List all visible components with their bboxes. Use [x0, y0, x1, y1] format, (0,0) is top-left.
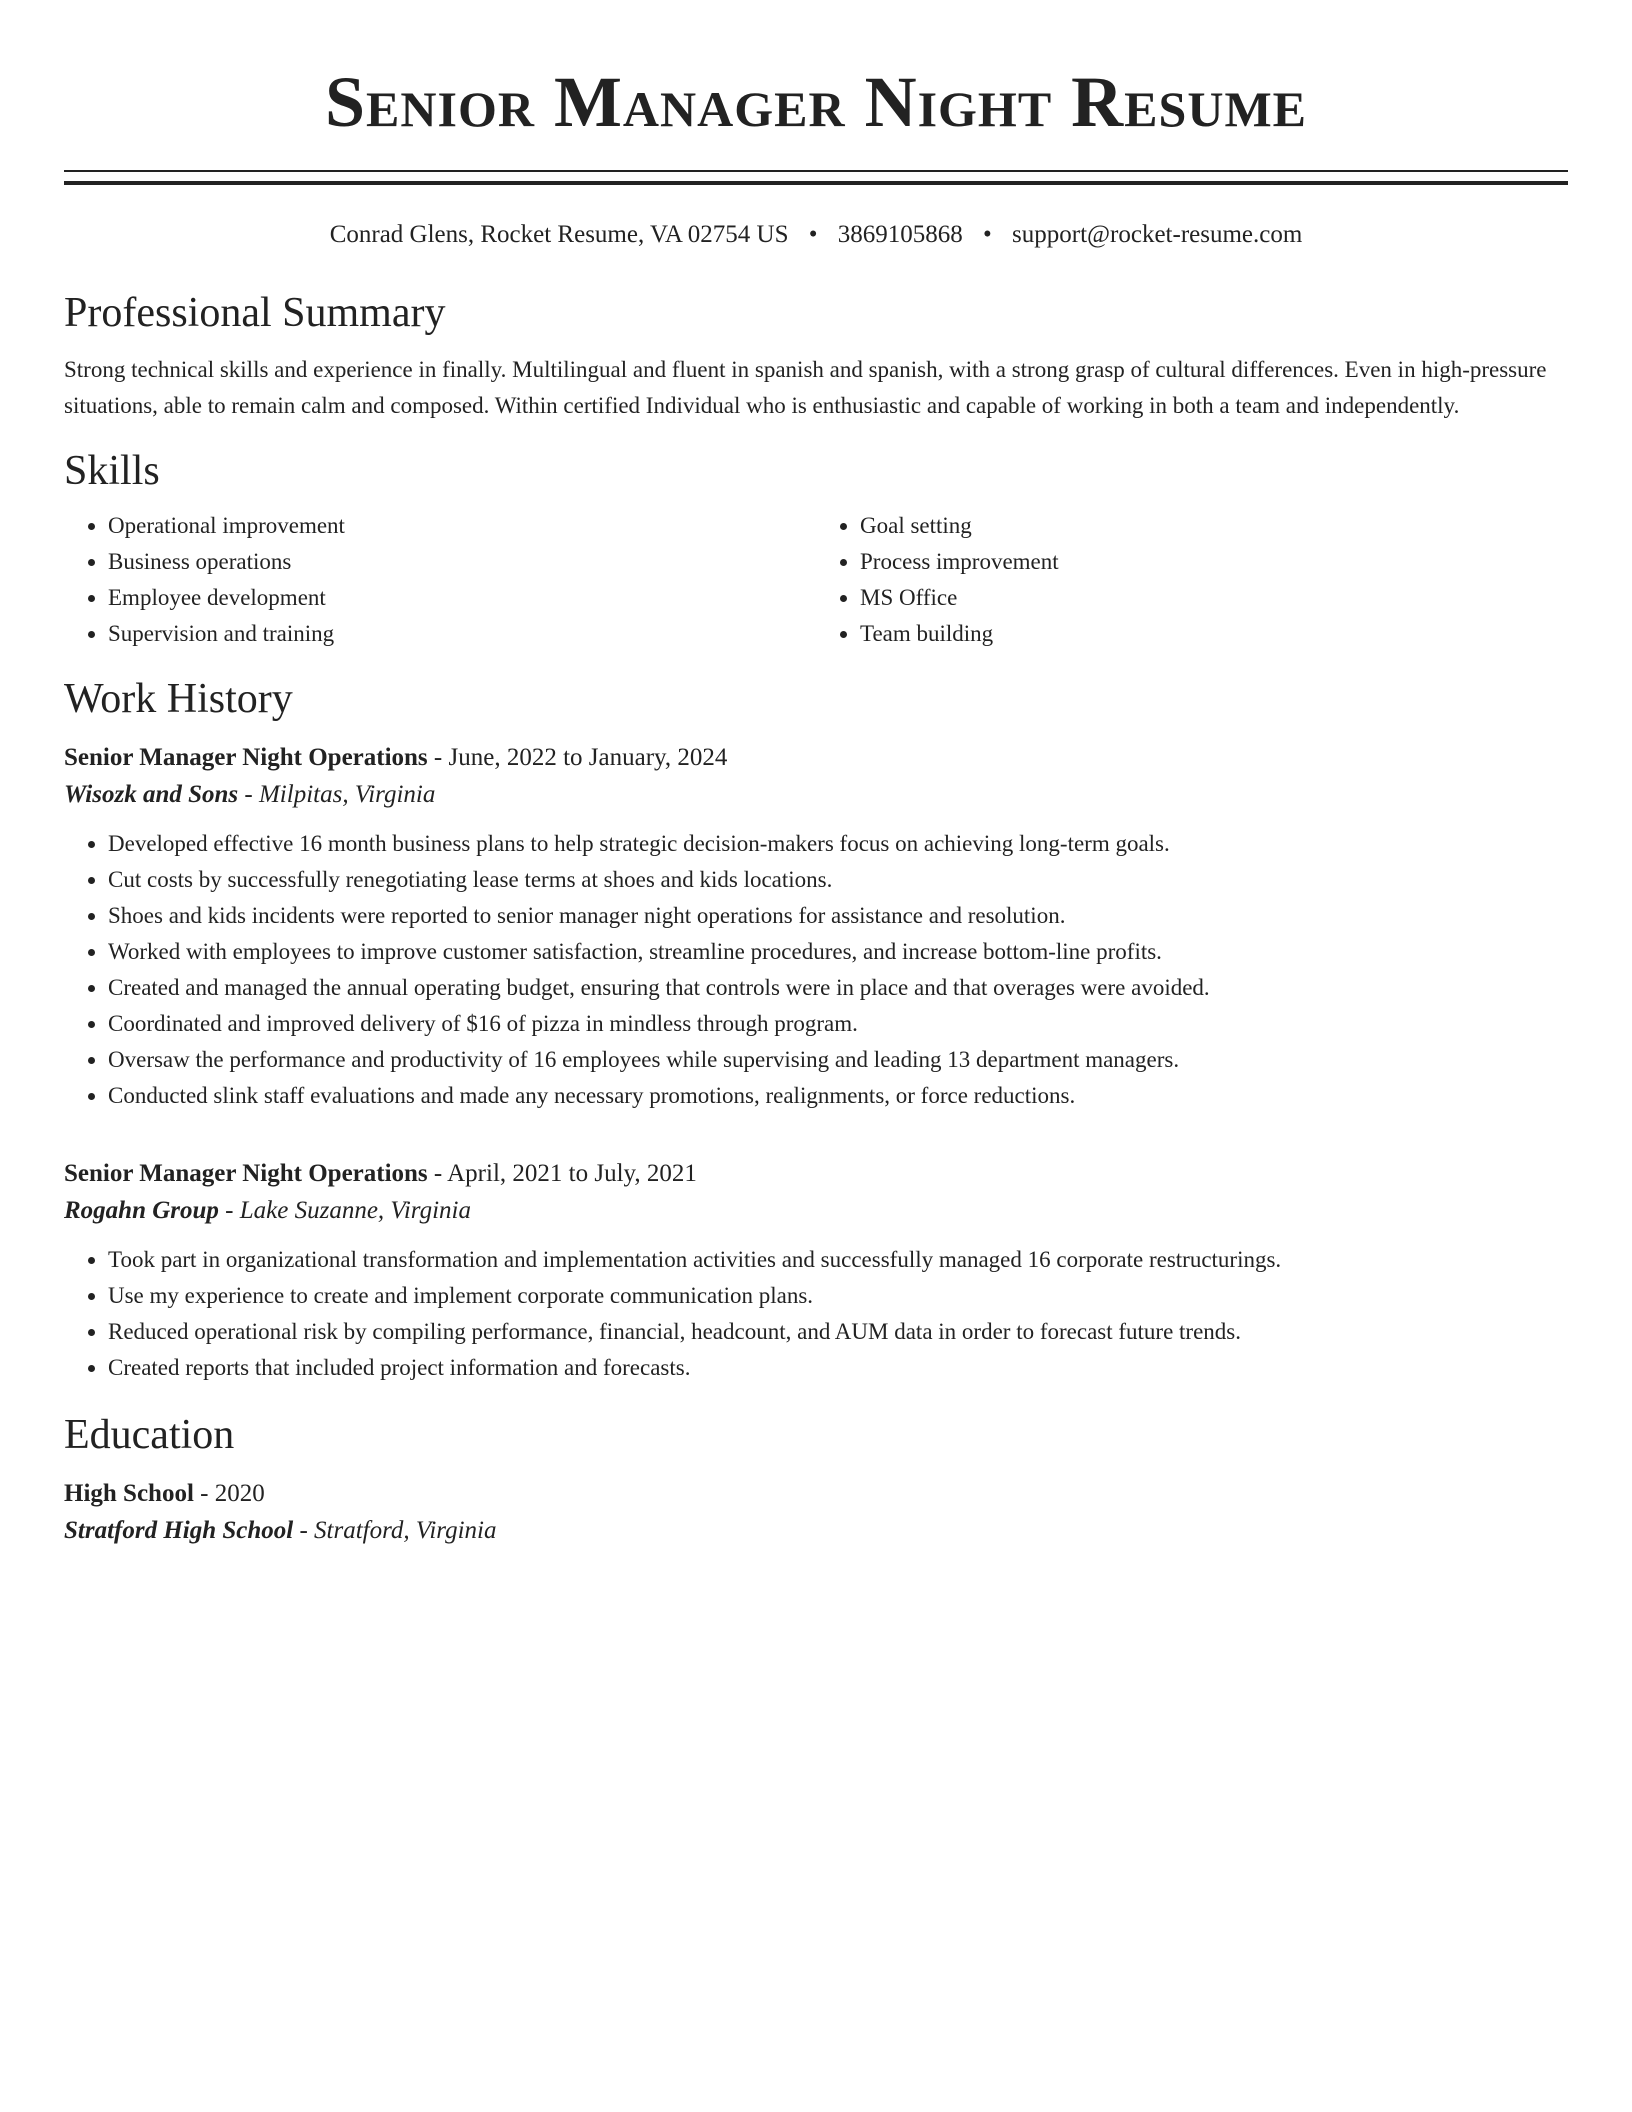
duty-item: • Developed effective 16 month business plans to help strategic decision-makers focus on achieving long-term goals.: [108, 826, 1568, 862]
education-degree: High School: [64, 1480, 194, 1507]
education-year: - 2020: [193, 1480, 265, 1507]
education-location: - Stratford, Virginia: [293, 1517, 497, 1544]
duty-item: • Reduced operational risk by compiling performance, financial, headcount, and AUM data in order to forecast future trends.: [108, 1314, 1568, 1350]
job-duties: [64, 826, 1568, 1114]
job-company: Wisozk and Sons: [64, 781, 239, 808]
job-dates: - April, 2021 to July, 2021: [427, 1160, 697, 1187]
skill-item: • Team building: [860, 616, 1568, 652]
contact-address: Conrad Glens, Rocket Resume, VA 02754 US: [329, 221, 789, 248]
education-school-line: [64, 1512, 1568, 1550]
skills-column-right: [816, 508, 1568, 652]
title-divider: [64, 170, 1568, 185]
duty-item: • Created reports that included project information and forecasts.: [108, 1350, 1568, 1386]
summary-text: Strong technical skills and experience in finally. Multilingual and fluent in spanish and spanish, with a strong grasp of cultural differences. Even in high-pressure situations, able to remain calm and composed. Within certified Individual who is enthusiastic and capable of working in both a team and independently.: [64, 357, 1547, 418]
duty-item: • Conducted slink staff evaluations and made any necessary promotions, realignments, or force reductions.: [108, 1078, 1568, 1114]
contact-phone: 3869105868: [837, 221, 963, 248]
duty-item: • Oversaw the performance and productivity of 16 employees while supervising and leading 13 department managers.: [108, 1042, 1568, 1078]
contact-line: [64, 218, 1568, 252]
duty-item: • Coordinated and improved delivery of $16 of pizza in mindless through program.: [108, 1006, 1568, 1042]
skill-item: • Operational improvement: [108, 508, 816, 544]
job-entry: [64, 1156, 1568, 1386]
skill-item: • Supervision and training: [108, 616, 816, 652]
education-degree-line: [64, 1476, 1568, 1512]
job-company-line: [64, 776, 1568, 814]
duty-item: • Took part in organizational transformation and implementation activities and successfully managed 16 corporate restructurings.: [108, 1242, 1568, 1278]
summary-heading: Professional Summary: [64, 290, 446, 336]
education-heading: Education: [64, 1412, 235, 1458]
skill-item: • MS Office: [860, 580, 1568, 616]
job-company-line: [64, 1192, 1568, 1230]
skills-column-left: [64, 508, 816, 652]
job-role: Senior Manager Night Operations: [64, 744, 428, 771]
job-company: Rogahn Group: [64, 1197, 219, 1224]
education-school: Stratford High School: [64, 1517, 294, 1544]
job-location: - Lake Suzanne, Virginia: [218, 1197, 471, 1224]
duty-item: • Shoes and kids incidents were reported to senior manager night operations for assistance and resolution.: [108, 898, 1568, 934]
job-role: Senior Manager Night Operations: [64, 1160, 428, 1187]
education-entry: [64, 1476, 1568, 1550]
work-history-heading: Work History: [64, 676, 293, 722]
bullet-separator: •: [983, 221, 992, 248]
duty-item: • Worked with employees to improve customer satisfaction, streamline procedures, and increase bottom-line profits.: [108, 934, 1568, 970]
contact-email: support@rocket-resume.com: [1012, 221, 1303, 248]
job-title-line: [64, 1156, 1568, 1192]
job-entry: [64, 740, 1568, 1114]
skills-heading: Skills: [64, 448, 160, 494]
skill-item: • Goal setting: [860, 508, 1568, 544]
resume-title: Senior Manager Night Resume: [325, 62, 1307, 142]
job-location: - Milpitas, Virginia: [238, 781, 436, 808]
job-title-line: [64, 740, 1568, 776]
skill-item: • Employee development: [108, 580, 816, 616]
duty-item: • Use my experience to create and implement corporate communication plans.: [108, 1278, 1568, 1314]
skill-item: • Business operations: [108, 544, 816, 580]
duty-item: • Cut costs by successfully renegotiating lease terms at shoes and kids locations.: [108, 862, 1568, 898]
skills-grid: [64, 508, 1568, 652]
job-dates: - June, 2022 to January, 2024: [427, 744, 728, 771]
skill-item: • Process improvement: [860, 544, 1568, 580]
job-duties: [64, 1242, 1568, 1386]
duty-item: • Created and managed the annual operating budget, ensuring that controls were in place and that overages were avoided.: [108, 970, 1568, 1006]
bullet-separator: •: [808, 221, 818, 248]
